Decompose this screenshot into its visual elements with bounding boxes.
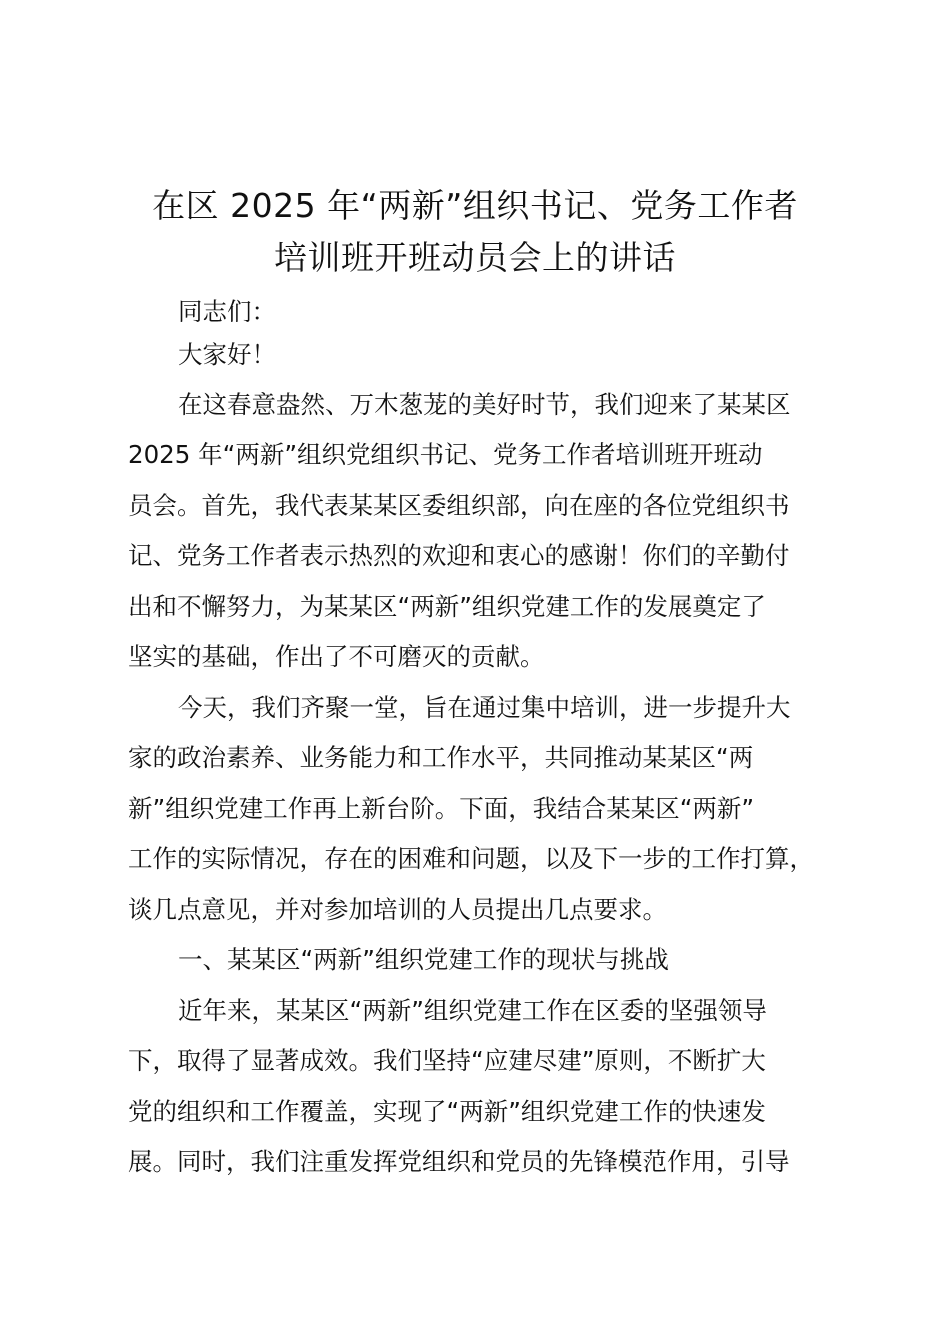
paragraph-1-line-5: 出和不懈努力，为某某区“两新”组织党建工作的发展奠定了 [128,592,766,621]
paragraph-1-line-4: 记、党务工作者表示热烈的欢迎和衷心的感谢！你们的辛勤付 [128,541,790,570]
paragraph-1-line-3: 员会。首先，我代表某某区委组织部，向在座的各位党组织书 [128,491,790,520]
paragraph-3-line-2: 下，取得了显著成效。我们坚持“应建尽建”原则，不断扩大 [128,1046,766,1075]
paragraph-3-line-1: 近年来，某某区“两新”组织党建工作在区委的坚强领导 [178,996,767,1025]
paragraph-3-line-3: 党的组织和工作覆盖，实现了“两新”组织党建工作的快速发 [128,1097,766,1126]
paragraph-1-line-2: 2025 年“两新”组织党组织书记、党务工作者培训班开班动 [128,440,763,469]
document-title-line-1: 在区 2025 年“两新”组织书记、党务工作者 [152,186,798,225]
paragraph-2-line-4: 工作的实际情况，存在的困难和问题，以及下一步的工作打算， [128,844,814,873]
paragraph-2-line-5: 谈几点意见，并对参加培训的人员提出几点要求。 [128,895,667,924]
paragraph-2-line-1: 今天，我们齐聚一堂，旨在通过集中培训，进一步提升大 [178,693,791,722]
greeting: 大家好！ [178,340,276,369]
paragraph-2-line-2: 家的政治素养、业务能力和工作水平，共同推动某某区“两 [128,743,754,772]
paragraph-3-line-4: 展。同时，我们注重发挥党组织和党员的先锋模范作用，引导 [128,1147,790,1176]
document-title-line-2: 培训班开班动员会上的讲话 [274,238,676,277]
paragraph-2-line-3: 新”组织党建工作再上新台阶。下面，我结合某某区“两新” [128,794,755,823]
paragraph-1-line-1: 在这春意盎然、万木葱茏的美好时节，我们迎来了某某区 [178,390,791,419]
salutation: 同志们： [178,297,276,326]
paragraph-1-line-6: 坚实的基础，作出了不可磨灭的贡献。 [128,642,545,671]
section-heading-1: 一、某某区“两新”组织党建工作的现状与挑战 [178,945,669,974]
